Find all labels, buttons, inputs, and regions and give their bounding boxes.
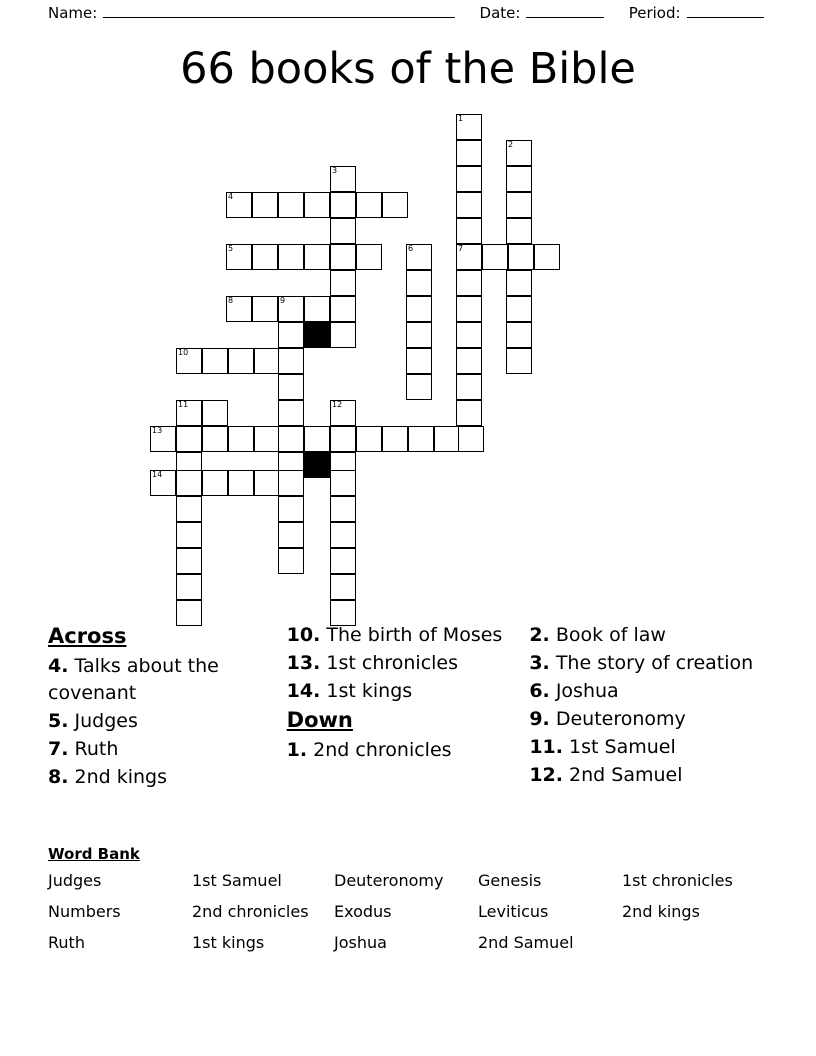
grid-cell[interactable] bbox=[456, 400, 482, 426]
grid-cell[interactable] bbox=[406, 270, 432, 296]
grid-cell[interactable] bbox=[176, 548, 202, 574]
grid-cell[interactable] bbox=[534, 244, 560, 270]
grid-cell[interactable] bbox=[506, 270, 532, 296]
grid-cell[interactable] bbox=[456, 322, 482, 348]
grid-cell[interactable] bbox=[434, 426, 460, 452]
grid-cell[interactable] bbox=[176, 426, 202, 452]
grid-cell-number: 7 bbox=[458, 244, 464, 253]
page-title: 66 books of the Bible bbox=[180, 44, 636, 94]
grid-cell[interactable] bbox=[176, 522, 202, 548]
grid-cell-number: 14 bbox=[152, 470, 163, 479]
date-field[interactable] bbox=[526, 5, 603, 18]
grid-cell[interactable] bbox=[202, 426, 228, 452]
word-bank-title: Word Bank bbox=[48, 845, 140, 863]
grid-cell[interactable] bbox=[252, 296, 278, 322]
grid-cell-blocked bbox=[304, 322, 330, 348]
clue-text: Talks about the covenant bbox=[48, 654, 219, 704]
clue-number: 4. bbox=[48, 654, 69, 677]
name-field[interactable] bbox=[103, 5, 454, 18]
clue-down-6 bbox=[529, 678, 760, 705]
word-bank-item: 2nd Samuel bbox=[478, 933, 574, 952]
grid-cell[interactable] bbox=[150, 426, 176, 452]
grid-cell[interactable] bbox=[330, 574, 356, 600]
grid-cell[interactable] bbox=[456, 270, 482, 296]
grid-cell[interactable] bbox=[226, 244, 252, 270]
grid-cell[interactable] bbox=[278, 322, 304, 348]
word-bank-item: Numbers bbox=[48, 902, 121, 921]
grid-cell[interactable] bbox=[506, 192, 532, 218]
clue-number: 6. bbox=[529, 679, 550, 702]
clue-text: The story of creation bbox=[555, 651, 754, 674]
clue-number: 10. bbox=[286, 624, 321, 646]
clue-across-7 bbox=[48, 736, 279, 763]
grid-cell[interactable] bbox=[456, 374, 482, 400]
clues-section bbox=[0, 622, 816, 792]
grid-cell-number: 10 bbox=[178, 348, 189, 357]
across-heading: Across bbox=[48, 624, 127, 648]
clue-text: 2nd kings bbox=[74, 765, 168, 788]
clue-down-9 bbox=[529, 706, 760, 733]
clue-text: Ruth bbox=[74, 737, 119, 760]
word-bank-item: Joshua bbox=[334, 933, 387, 952]
grid-cell[interactable] bbox=[506, 348, 532, 374]
grid-cell[interactable] bbox=[330, 426, 356, 452]
period-field[interactable] bbox=[687, 5, 764, 18]
grid-cell-number: 4 bbox=[228, 192, 234, 201]
clue-number: 14. bbox=[286, 679, 321, 702]
clue-across-14 bbox=[287, 678, 522, 705]
clue-text: Book of law bbox=[555, 624, 666, 646]
grid-cell[interactable] bbox=[330, 470, 356, 496]
word-bank-item: 2nd kings bbox=[622, 902, 700, 921]
grid-cell[interactable] bbox=[176, 470, 202, 496]
clue-number: 2. bbox=[529, 624, 550, 646]
word-bank-list bbox=[48, 871, 768, 952]
name-label: Name: bbox=[48, 4, 98, 22]
grid-cell[interactable] bbox=[330, 548, 356, 574]
grid-cell-number: 1 bbox=[458, 114, 464, 123]
grid-cell[interactable] bbox=[278, 400, 304, 426]
grid-cell[interactable] bbox=[482, 244, 508, 270]
grid-cell[interactable] bbox=[330, 218, 356, 244]
grid-cell[interactable] bbox=[356, 192, 382, 218]
grid-cell[interactable] bbox=[228, 426, 254, 452]
grid-cell[interactable] bbox=[330, 522, 356, 548]
grid-cell[interactable] bbox=[226, 296, 252, 322]
clue-across-8 bbox=[48, 764, 279, 791]
grid-cell[interactable] bbox=[254, 348, 280, 374]
grid-cell[interactable] bbox=[506, 218, 532, 244]
word-bank-item: 2nd chronicles bbox=[192, 902, 309, 921]
grid-cell[interactable] bbox=[506, 296, 532, 322]
grid-cell[interactable] bbox=[356, 244, 382, 270]
grid-cell[interactable] bbox=[304, 296, 330, 322]
clue-text: Deuteronomy bbox=[555, 707, 686, 730]
word-bank-item: Exodus bbox=[334, 902, 392, 921]
period-label: Period: bbox=[628, 4, 681, 22]
grid-cell[interactable] bbox=[278, 374, 304, 400]
grid-cell[interactable] bbox=[330, 166, 356, 192]
clue-text: 1st kings bbox=[326, 679, 413, 702]
grid-cell-blocked bbox=[304, 452, 330, 478]
clue-text: Joshua bbox=[555, 679, 619, 702]
clue-text: 1st chronicles bbox=[326, 651, 459, 674]
grid-cell[interactable] bbox=[456, 218, 482, 244]
grid-cell[interactable] bbox=[506, 322, 532, 348]
grid-cell[interactable] bbox=[278, 470, 304, 496]
clue-number: 5. bbox=[48, 709, 69, 732]
grid-cell[interactable] bbox=[202, 470, 228, 496]
grid-cell[interactable] bbox=[278, 426, 304, 452]
clue-text: The birth of Moses bbox=[326, 624, 503, 646]
clue-number: 1. bbox=[286, 738, 308, 761]
clue-number: 7. bbox=[48, 737, 69, 760]
student-info-row bbox=[0, 0, 816, 22]
grid-cell[interactable] bbox=[456, 348, 482, 374]
grid-cell[interactable] bbox=[176, 574, 202, 600]
grid-cell[interactable] bbox=[456, 114, 482, 140]
grid-cell[interactable] bbox=[202, 348, 228, 374]
grid-cell[interactable] bbox=[304, 192, 330, 218]
grid-cell[interactable] bbox=[506, 166, 532, 192]
grid-cell-number: 2 bbox=[508, 140, 514, 149]
word-bank-item: Judges bbox=[48, 871, 102, 890]
clue-across-5 bbox=[48, 708, 279, 735]
word-bank-item: Leviticus bbox=[478, 902, 549, 921]
grid-cell[interactable] bbox=[330, 322, 356, 348]
grid-cell[interactable] bbox=[406, 322, 432, 348]
grid-cell[interactable] bbox=[202, 400, 228, 426]
word-bank-item: 1st chronicles bbox=[622, 871, 733, 890]
clue-across-4 bbox=[48, 653, 279, 707]
clue-number: 3. bbox=[529, 651, 550, 674]
grid-cell[interactable] bbox=[278, 244, 304, 270]
word-bank-item: 1st kings bbox=[192, 933, 265, 952]
grid-cell[interactable] bbox=[330, 400, 356, 426]
clue-down-3 bbox=[529, 650, 760, 677]
grid-cell[interactable] bbox=[456, 244, 482, 270]
grid-cell[interactable] bbox=[330, 244, 356, 270]
grid-cell-number: 13 bbox=[152, 426, 163, 435]
grid-cell[interactable] bbox=[176, 348, 202, 374]
clue-number: 8. bbox=[48, 765, 69, 788]
clues-column-2 bbox=[287, 622, 530, 792]
clue-across-13 bbox=[287, 650, 522, 677]
clues-column-3 bbox=[529, 622, 768, 792]
grid-cell[interactable] bbox=[506, 140, 532, 166]
clue-down-2 bbox=[529, 622, 760, 649]
grid-cell[interactable] bbox=[330, 496, 356, 522]
clue-across-10 bbox=[287, 622, 522, 649]
grid-cell[interactable] bbox=[252, 192, 278, 218]
date-label: Date: bbox=[479, 4, 521, 22]
grid-cell-number: 11 bbox=[178, 400, 189, 409]
grid-cell-number: 12 bbox=[332, 400, 343, 409]
grid-cell[interactable] bbox=[456, 296, 482, 322]
clue-number: 12. bbox=[529, 763, 563, 786]
clue-down-11 bbox=[529, 734, 760, 761]
word-bank-item: Genesis bbox=[478, 871, 542, 890]
grid-cell[interactable] bbox=[304, 244, 330, 270]
grid-cell[interactable] bbox=[456, 140, 482, 166]
grid-cell[interactable] bbox=[278, 348, 304, 374]
grid-cell[interactable] bbox=[406, 244, 432, 270]
grid-cell[interactable] bbox=[228, 348, 254, 374]
grid-cell[interactable] bbox=[278, 496, 304, 522]
clues-column-1 bbox=[48, 622, 287, 792]
word-bank bbox=[48, 845, 768, 952]
clue-text: Judges bbox=[74, 709, 138, 732]
grid-cell[interactable] bbox=[254, 470, 280, 496]
word-bank-item: Ruth bbox=[48, 933, 85, 952]
clue-down-12 bbox=[529, 762, 760, 789]
clue-text: 1st Samuel bbox=[569, 735, 676, 758]
clue-number: 9. bbox=[529, 707, 550, 730]
grid-cell[interactable] bbox=[458, 426, 484, 452]
grid-cell-number: 8 bbox=[228, 296, 234, 305]
grid-cell[interactable] bbox=[330, 192, 356, 218]
grid-cell-number: 9 bbox=[280, 296, 286, 305]
grid-cell[interactable] bbox=[176, 496, 202, 522]
grid-cell[interactable] bbox=[278, 192, 304, 218]
grid-cell[interactable] bbox=[382, 192, 408, 218]
grid-cell[interactable] bbox=[226, 192, 252, 218]
grid-cell[interactable] bbox=[356, 426, 382, 452]
word-bank-item: Deuteronomy bbox=[334, 871, 444, 890]
grid-cell-number: 6 bbox=[408, 244, 414, 253]
grid-cell[interactable] bbox=[278, 548, 304, 574]
grid-cell[interactable] bbox=[456, 192, 482, 218]
grid-cell[interactable] bbox=[508, 244, 534, 270]
clue-text: 2nd chronicles bbox=[313, 738, 452, 761]
grid-cell[interactable] bbox=[406, 348, 432, 374]
grid-cell[interactable] bbox=[252, 244, 278, 270]
grid-cell[interactable] bbox=[150, 470, 176, 496]
clue-down-1 bbox=[287, 737, 522, 764]
grid-cell-number: 5 bbox=[228, 244, 234, 253]
grid-cell[interactable] bbox=[406, 296, 432, 322]
grid-cell[interactable] bbox=[176, 400, 202, 426]
grid-cell[interactable] bbox=[330, 296, 356, 322]
down-heading: Down bbox=[286, 707, 353, 732]
grid-cell[interactable] bbox=[228, 470, 254, 496]
grid-cell[interactable] bbox=[406, 374, 432, 400]
grid-cell[interactable] bbox=[382, 426, 408, 452]
clue-text: 2nd Samuel bbox=[569, 763, 683, 786]
grid-cell[interactable] bbox=[278, 296, 304, 322]
clue-number: 11. bbox=[529, 735, 563, 758]
grid-cell[interactable] bbox=[254, 426, 280, 452]
clue-number: 13. bbox=[286, 651, 321, 674]
grid-cell[interactable] bbox=[456, 166, 482, 192]
word-bank-item: 1st Samuel bbox=[192, 871, 282, 890]
grid-cell[interactable] bbox=[278, 522, 304, 548]
grid-cell[interactable] bbox=[304, 426, 330, 452]
grid-cell[interactable] bbox=[408, 426, 434, 452]
grid-cell-number: 3 bbox=[332, 166, 338, 175]
crossword-grid[interactable] bbox=[0, 104, 816, 624]
grid-cell[interactable] bbox=[330, 270, 356, 296]
